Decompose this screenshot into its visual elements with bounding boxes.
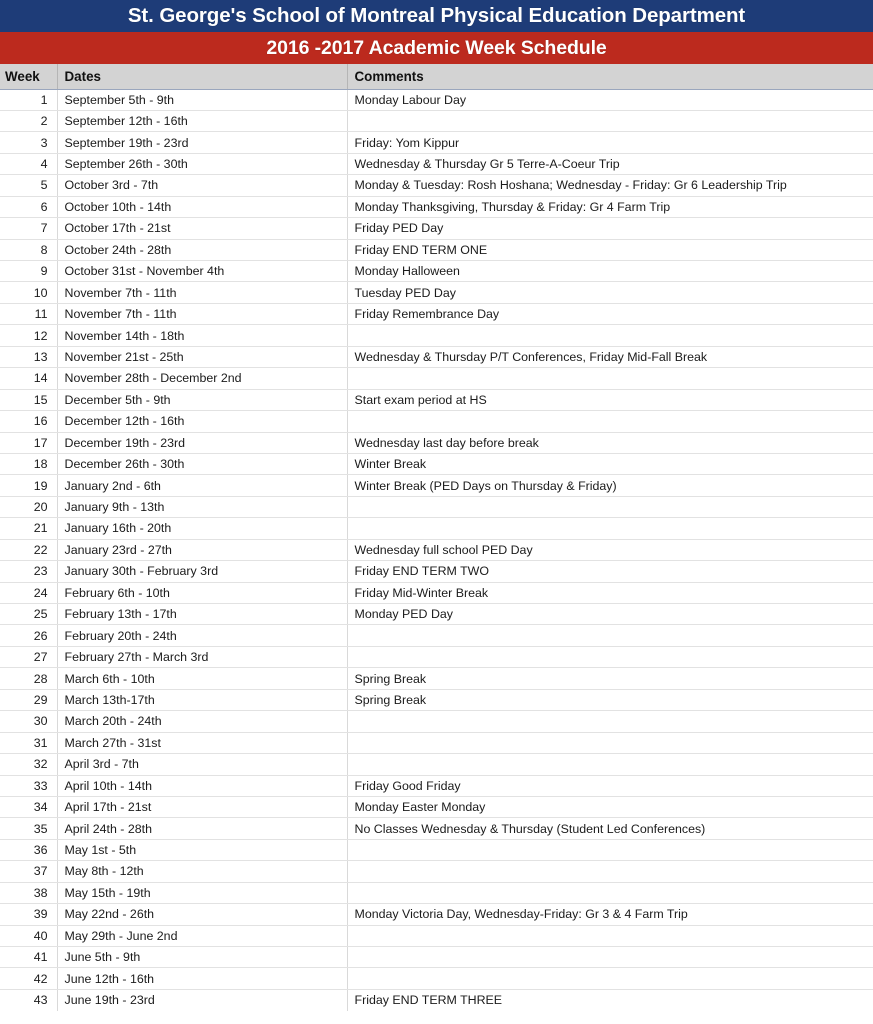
table-row [0, 261, 873, 282]
cell-week: 41 [0, 947, 57, 968]
cell-week: 34 [0, 796, 57, 817]
table-row [0, 282, 873, 303]
table-row [0, 368, 873, 389]
table-row [0, 303, 873, 324]
cell-comments: Friday Mid-Winter Break [347, 582, 873, 603]
cell-dates: September 5th - 9th [57, 89, 347, 110]
cell-comments: No Classes Wednesday & Thursday (Student Led Conferences) [347, 818, 873, 839]
table-row [0, 689, 873, 710]
table-row [0, 561, 873, 582]
cell-week: 32 [0, 754, 57, 775]
table-row [0, 518, 873, 539]
cell-comments [347, 496, 873, 517]
cell-comments [347, 325, 873, 346]
cell-week: 23 [0, 561, 57, 582]
table-row [0, 925, 873, 946]
cell-dates: November 7th - 11th [57, 282, 347, 303]
cell-comments [347, 646, 873, 667]
table-row [0, 453, 873, 474]
cell-comments [347, 861, 873, 882]
cell-week: 43 [0, 989, 57, 1010]
column-header-dates: Dates [57, 64, 347, 89]
cell-dates: June 19th - 23rd [57, 989, 347, 1010]
table-row [0, 132, 873, 153]
cell-comments [347, 368, 873, 389]
cell-comments: Friday END TERM THREE [354, 993, 503, 1008]
cell-comments: Friday END TERM ONE [347, 239, 873, 260]
table-row [0, 239, 873, 260]
table-row [0, 968, 873, 989]
table-row [0, 604, 873, 625]
table-row [0, 496, 873, 517]
cell-week: 14 [0, 368, 57, 389]
column-header-comments: Comments [347, 64, 873, 89]
cell-week: 18 [0, 453, 57, 474]
table-row [0, 625, 873, 646]
table-row [0, 732, 873, 753]
cell-comments [347, 839, 873, 860]
cell-dates: May 22nd - 26th [57, 904, 347, 925]
table-row [0, 711, 873, 732]
cell-comments [347, 518, 873, 539]
cell-comments: Tuesday PED Day [347, 282, 873, 303]
cell-dates: February 20th - 24th [57, 625, 347, 646]
cell-week: 8 [0, 239, 57, 260]
cell-dates: November 28th - December 2nd [57, 368, 347, 389]
cell-comments [347, 968, 873, 989]
cell-dates: December 12th - 16th [57, 411, 347, 432]
cell-comments: Monday Thanksgiving, Thursday & Friday: Gr 4 Farm Trip [347, 196, 873, 217]
table-row [0, 989, 873, 1010]
cell-comments [347, 732, 873, 753]
cell-dates: October 17th - 21st [57, 218, 347, 239]
cell-dates: January 23rd - 27th [57, 539, 347, 560]
cell-week: 22 [0, 539, 57, 560]
table-row [0, 646, 873, 667]
cell-comments: Start exam period at HS [347, 389, 873, 410]
cell-week: 42 [0, 968, 57, 989]
cell-week: 10 [0, 282, 57, 303]
cell-week: 13 [0, 346, 57, 367]
table-row [0, 153, 873, 174]
cell-week: 37 [0, 861, 57, 882]
column-header-week: Week [0, 64, 57, 89]
cell-dates: September 19th - 23rd [57, 132, 347, 153]
header-row [0, 64, 873, 89]
cell-week: 39 [0, 904, 57, 925]
cell-dates: January 2nd - 6th [57, 475, 347, 496]
cell-dates: January 30th - February 3rd [57, 561, 347, 582]
cell-week: 36 [0, 839, 57, 860]
table-row [0, 754, 873, 775]
cell-comments [347, 711, 873, 732]
cell-comments [347, 411, 873, 432]
table-row [0, 175, 873, 196]
cell-week: 1 [0, 89, 57, 110]
cell-week: 17 [0, 432, 57, 453]
cell-week: 27 [0, 646, 57, 667]
cell-comments: Spring Break [347, 668, 873, 689]
cell-dates: April 24th - 28th [57, 818, 347, 839]
cell-dates: April 3rd - 7th [57, 754, 347, 775]
cell-comments: Wednesday last day before break [347, 432, 873, 453]
cell-week: 19 [0, 475, 57, 496]
cell-week: 30 [0, 711, 57, 732]
cell-dates: January 16th - 20th [57, 518, 347, 539]
cell-comments [347, 947, 873, 968]
cell-dates: September 26th - 30th [57, 153, 347, 174]
table-row [0, 325, 873, 346]
cell-week: 29 [0, 689, 57, 710]
cell-comments: Wednesday & Thursday P/T Conferences, Friday Mid-Fall Break [347, 346, 873, 367]
cell-comments: Monday Halloween [347, 261, 873, 282]
table-row [0, 411, 873, 432]
cell-comments: Friday END TERM TWO [347, 561, 873, 582]
cell-comments: Friday: Yom Kippur [347, 132, 873, 153]
cell-dates: October 31st - November 4th [57, 261, 347, 282]
cell-comments: Monday & Tuesday: Rosh Hoshana; Wednesday - Friday: Gr 6 Leadership Trip [347, 175, 873, 196]
cell-comments: Friday Remembrance Day [347, 303, 873, 324]
cell-dates: December 5th - 9th [57, 389, 347, 410]
table-row [0, 432, 873, 453]
cell-comments: Spring Break [347, 689, 873, 710]
cell-comments: Monday Easter Monday [347, 796, 873, 817]
cell-comments [347, 925, 873, 946]
cell-dates: November 14th - 18th [57, 325, 347, 346]
table-row [0, 839, 873, 860]
cell-week: 15 [0, 389, 57, 410]
cell-comments: Winter Break (PED Days on Thursday & Friday) [347, 475, 873, 496]
table-row [0, 218, 873, 239]
cell-dates: April 10th - 14th [57, 775, 347, 796]
cell-dates: December 19th - 23rd [57, 432, 347, 453]
cell-week: 20 [0, 496, 57, 517]
cell-week: 35 [0, 818, 57, 839]
cell-week: 9 [0, 261, 57, 282]
table-row [0, 582, 873, 603]
cell-comments [347, 625, 873, 646]
cell-dates: May 1st - 5th [57, 839, 347, 860]
cell-comments: Wednesday full school PED Day [347, 539, 873, 560]
cell-dates: June 5th - 9th [57, 947, 347, 968]
cell-dates: October 3rd - 7th [57, 175, 347, 196]
cell-dates: September 12th - 16th [57, 110, 347, 131]
cell-dates: February 27th - March 3rd [57, 646, 347, 667]
cell-comments: Monday Labour Day [347, 89, 873, 110]
cell-week: 26 [0, 625, 57, 646]
table-row [0, 389, 873, 410]
cell-comments: Monday Victoria Day, Wednesday-Friday: Gr 3 & 4 Farm Trip [347, 904, 873, 925]
table-row [0, 196, 873, 217]
cell-week: 24 [0, 582, 57, 603]
table-row [0, 89, 873, 110]
cell-dates: May 15th - 19th [57, 882, 347, 903]
cell-week: 11 [0, 303, 57, 324]
cell-week: 12 [0, 325, 57, 346]
cell-week: 7 [0, 218, 57, 239]
table-row [0, 861, 873, 882]
table-row [0, 110, 873, 131]
cell-week: 5 [0, 175, 57, 196]
cell-dates: December 26th - 30th [57, 453, 347, 474]
cell-comments [347, 754, 873, 775]
cell-comments: Friday PED Day [347, 218, 873, 239]
table-row [0, 882, 873, 903]
cell-dates: May 29th - June 2nd [57, 925, 347, 946]
cell-week: 6 [0, 196, 57, 217]
cell-week: 38 [0, 882, 57, 903]
cell-dates: May 8th - 12th [57, 861, 347, 882]
cell-comments: Friday Good Friday [347, 775, 873, 796]
cell-dates: November 7th - 11th [57, 303, 347, 324]
week-schedule-table [0, 64, 873, 1011]
cell-comments: Winter Break [347, 453, 873, 474]
cell-dates: June 12th - 16th [57, 968, 347, 989]
cell-dates: March 6th - 10th [57, 668, 347, 689]
cell-week: 40 [0, 925, 57, 946]
table-row [0, 475, 873, 496]
table-row [0, 796, 873, 817]
table-row [0, 904, 873, 925]
table-row [0, 947, 873, 968]
cell-dates: January 9th - 13th [57, 496, 347, 517]
cell-week: 21 [0, 518, 57, 539]
cell-dates: February 6th - 10th [57, 582, 347, 603]
cell-dates: October 24th - 28th [57, 239, 347, 260]
cell-dates: March 27th - 31st [57, 732, 347, 753]
cell-week: 31 [0, 732, 57, 753]
table-row [0, 346, 873, 367]
cell-dates: February 13th - 17th [57, 604, 347, 625]
cell-week: 25 [0, 604, 57, 625]
cell-dates: November 21st - 25th [57, 346, 347, 367]
cell-comments: Wednesday & Thursday Gr 5 Terre-A-Coeur Trip [347, 153, 873, 174]
cell-week: 33 [0, 775, 57, 796]
cell-comments [347, 882, 873, 903]
cell-week: 28 [0, 668, 57, 689]
table-body [0, 89, 873, 1011]
table-row [0, 668, 873, 689]
cell-week: 3 [0, 132, 57, 153]
table-header [0, 64, 873, 89]
table-row [0, 818, 873, 839]
table-row [0, 775, 873, 796]
cell-week: 4 [0, 153, 57, 174]
cell-dates: April 17th - 21st [57, 796, 347, 817]
cell-comments: Monday PED Day [347, 604, 873, 625]
cell-dates: October 10th - 14th [57, 196, 347, 217]
cell-week: 2 [0, 110, 57, 131]
cell-dates: March 13th-17th [57, 689, 347, 710]
schedule-subtitle-banner: 2016 -2017 Academic Week Schedule [0, 32, 873, 64]
cell-week: 16 [0, 411, 57, 432]
cell-dates: March 20th - 24th [57, 711, 347, 732]
school-title-banner: St. George's School of Montreal Physical Education Department [0, 0, 873, 32]
table-row [0, 539, 873, 560]
cell-comments [347, 110, 873, 131]
